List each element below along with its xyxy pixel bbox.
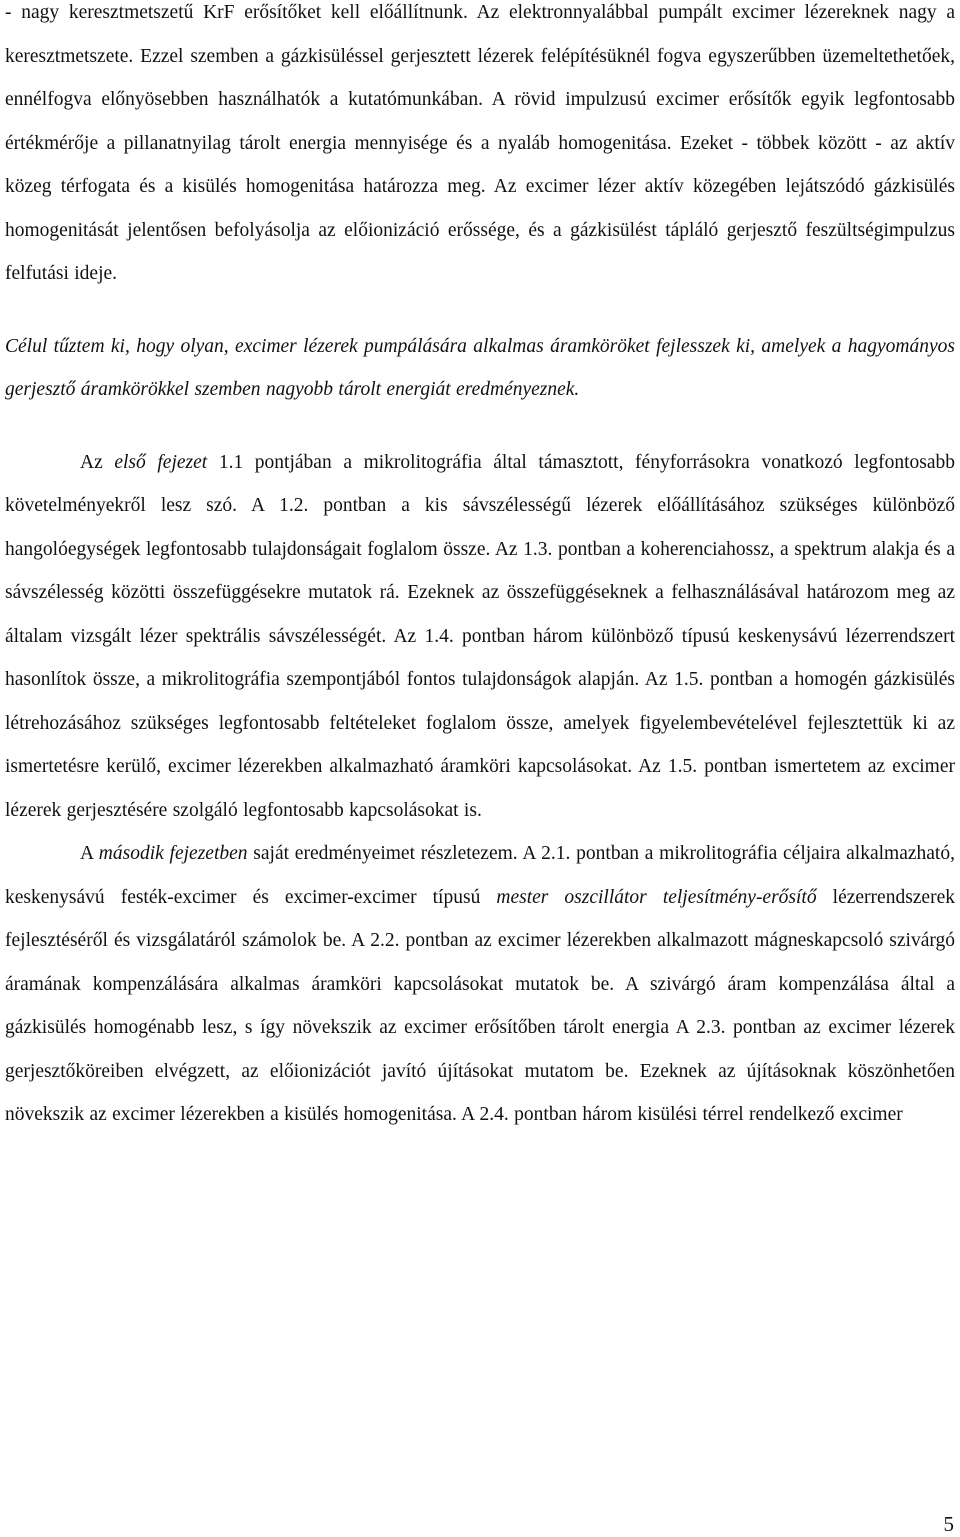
- chapter-two-term: második fejezetben: [98, 843, 248, 864]
- chapter-one-text: 1.1 pontjában a mikrolitográfia által támasztott, fényforrásokra vonatkozó legfontosabb követelményekről lesz szó. A 1.2. pontban a kis sávszélességű lézerek előállításához szükséges különböző hangolóegységek legfontosabb tulajdonságait foglalom össze. Az 1.3. pontban a koherenciahossz, a spektrum alakja és a sávszélesség közötti összefüggésekre mutatok rá. Ezeknek az összefüggéseknek a felhasználásával határozom meg az általam vizsgált lézer spektrális sávszélességét. Az 1.4. pontban három különböző típusú keskenysávú lézerrendszert hasonlítok össze, a mikrolitográfia szempontjából fontos tulajdonságok alapján. Az 1.5. pontban a homogén gázkisülés létrehozásához szükséges legfontosabb feltételeket foglalom össze, amelyek figyelembevételével fejlesztettük ki az ismertetésre kerülő, excimer lézerekben alkalmazható áramköri kapcsolásokat. Az 1.5. pontban ismertetem az excimer lézerek gerjesztésére szolgáló legfontosabb kapcsolásokat is.: [5, 451, 956, 821]
- paragraph-excimer-intro: - nagy keresztmetszetű KrF erősítőket kell előállítnunk. Az elektronnyalábbal pumpált excimer lézereknek nagy a keresztmetszete. Ezzel szemben a gázkisüléssel gerjesztett lézerek felépítésüknél fogva egyszerűbben üzemeltethetőek, ennélfogva előnyösebben használhatók a kutatómunkában. A rövid impulzusú excimer erősítők egyik legfontosabb értékmérője a pillanatnyilag tárolt energia mennyisége és a nyaláb homogenitása. Ezeket - többek között - az aktív közeg térfogata és a kisülés homogenitása határozza meg. Az excimer lézer aktív közegében lejátszódó gázkisülés homogenitását jelentősen befolyásolja az előionizáció erőssége, és a gázkisülést tápláló gerjesztő feszültségimpulzus felfutási ideje.: [5, 2, 955, 284]
- paragraph-chapter-two: [5, 832, 955, 1137]
- document-page: [5, 0, 955, 1137]
- paragraph-goal: Célul tűztem ki, hogy olyan, excimer lézerek pumpálására alkalmas áramköröket fejlesszek ki, amelyek a hagyományos gerjesztő áramkörökkel szemben nagyobb tárolt energiát eredményeznek.: [5, 335, 955, 400]
- chapter-two-term-mopa: mester oszcillátor teljesítmény-erősítő: [496, 886, 817, 908]
- chapter-two-intro: A: [80, 843, 99, 864]
- page-number: 5: [943, 1512, 954, 1536]
- chapter-two-text-a: saját eredményeimet részletezem. A 2.1. pontban a mikrolitográfia céljaira alkalmazható, keskenysávú festék-excimer és excimer-excimer típusú: [5, 843, 955, 908]
- chapter-one-term: első fejezet: [114, 451, 208, 473]
- chapter-two-text-b: lézerrendszerek fejlesztéséről és vizsgálatáról számolok be. A 2.2. pontban az excimer lézerekben alkalmazott mágneskapcsoló szivárgó áramának kompenzálására alkalmas áramköri kapcsolásokat mutatok be. A szivárgó áram kompenzálása által a gázkisülés homogénabb lesz, s így növekszik az excimer erősítőben tárolt energia A 2.3. pontban az excimer lézerek gerjesztőköreiben elvégzett, az előionizációt javító újításokat mutatom be. Ezeknek az újításoknak köszönhetően növekszik az excimer lézerekben a kisülés homogenitása. A 2.4. pontban három kisülési térrel rendelkező excimer: [5, 886, 955, 1125]
- chapter-one-intro: Az: [80, 451, 115, 473]
- paragraph-chapter-one: [5, 441, 955, 833]
